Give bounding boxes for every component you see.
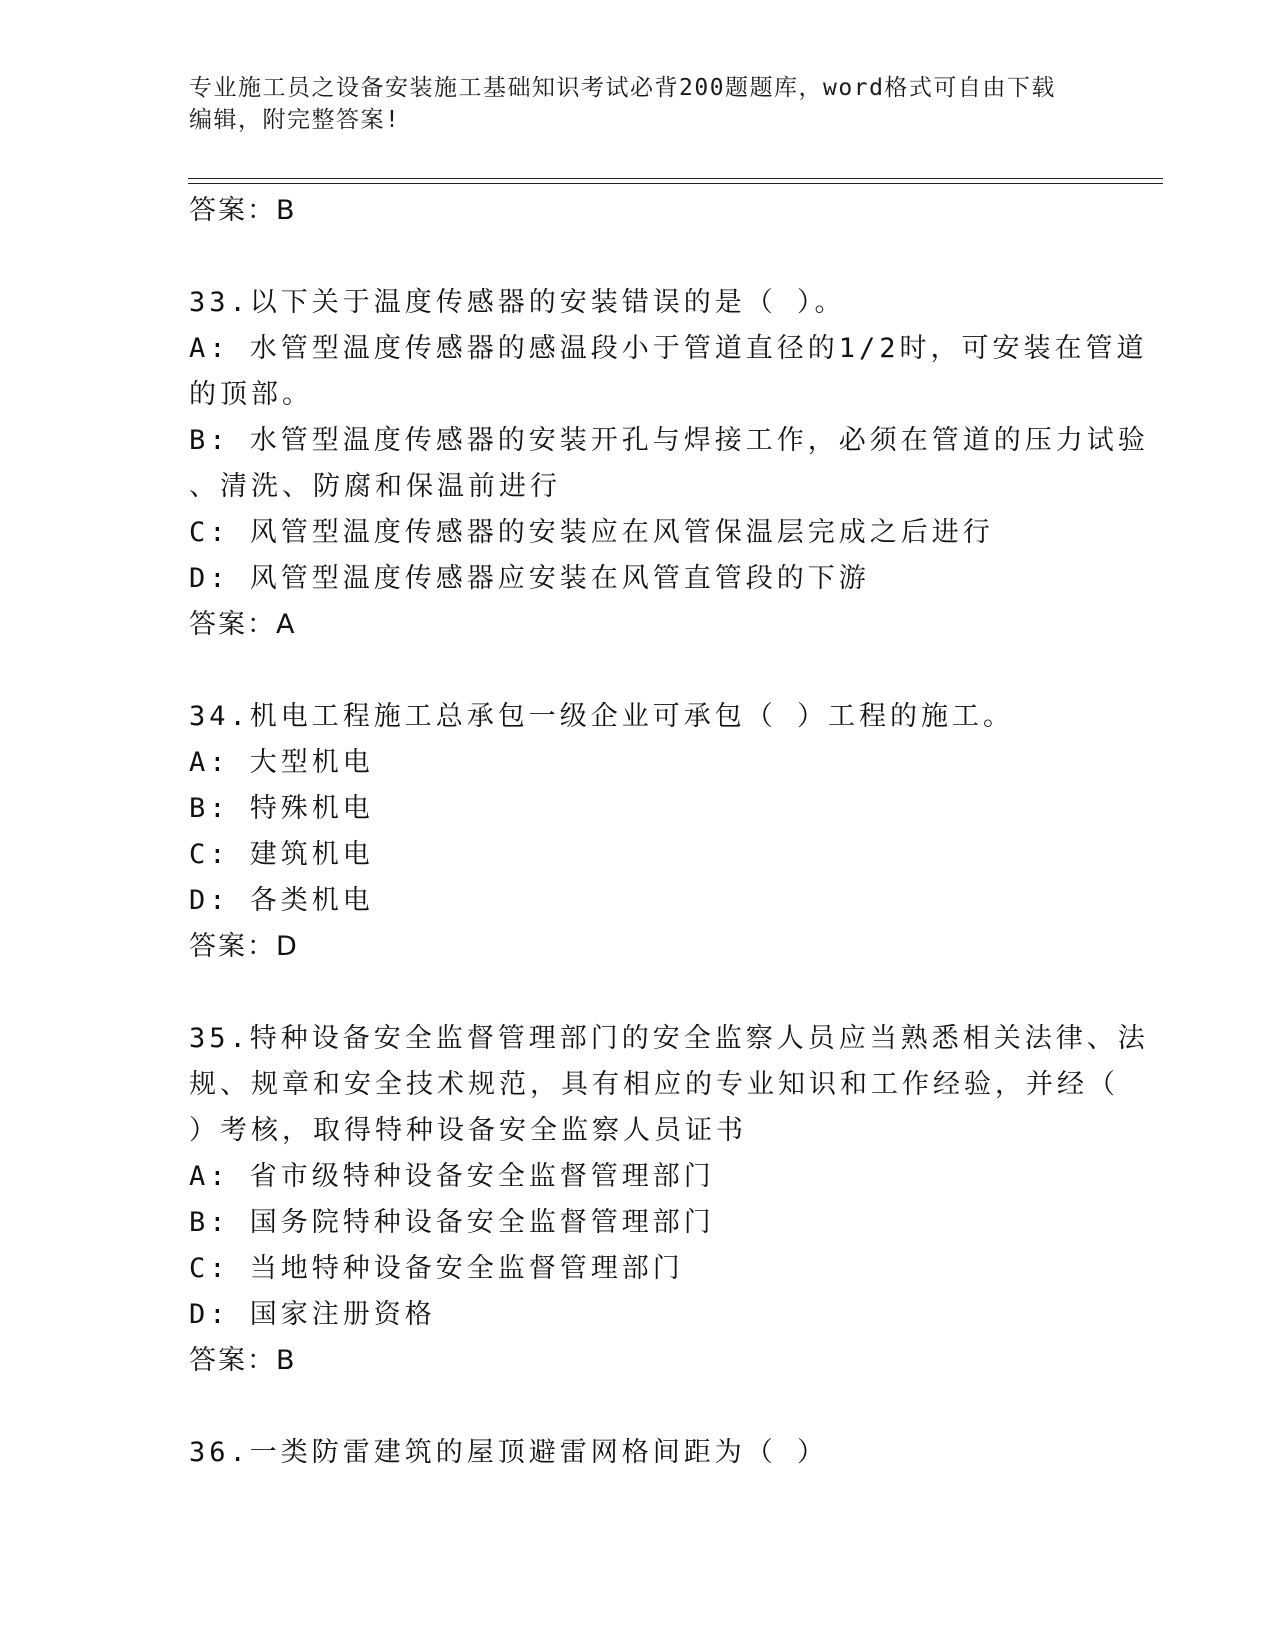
- option-line: C: 建筑机电: [189, 839, 374, 870]
- question-stem-line: 33.以下关于温度传感器的安装错误的是（ ）。: [189, 287, 846, 318]
- header-rule-top: [188, 178, 1163, 179]
- answer-line: 答案：A: [189, 609, 297, 640]
- document-header: [189, 72, 1069, 136]
- option-line: 、清洗、防腐和保温前进行: [189, 471, 561, 502]
- question-block: [189, 1016, 1149, 1384]
- option-line: D: 风管型温度传感器应安装在风管直管段的下游: [189, 563, 870, 594]
- question-block: [189, 280, 1149, 648]
- question-stem-line: ）考核，取得特种设备安全监察人员证书: [189, 1115, 747, 1146]
- answer-line: 答案：B: [189, 195, 297, 226]
- question-spacer: [189, 1384, 1089, 1430]
- question-block: [189, 1430, 1089, 1476]
- question-stem-line: 36.一类防雷建筑的屋顶避雷网格间距为（ ）: [189, 1437, 829, 1468]
- question-spacer: [189, 234, 1089, 280]
- option-line: B: 水管型温度传感器的安装开孔与焊接工作，必须在管道的压力试验: [189, 425, 1149, 456]
- header-line-1: 专业施工员之设备安装施工基础知识考试必背200题题库，word格式可自由下载: [189, 75, 1056, 101]
- question-list: [189, 234, 1149, 1476]
- question-stem-line: 规、规章和安全技术规范，具有相应的专业知识和工作经验，并经（: [189, 1069, 1119, 1100]
- question-block: [189, 694, 1089, 970]
- answer-line: 答案：D: [189, 931, 299, 962]
- option-line: A: 水管型温度传感器的感温段小于管道直径的1/2时，可安装在管道: [189, 333, 1148, 364]
- question-stem-line: 35.特种设备安全监督管理部门的安全监察人员应当熟悉相关法律、法: [189, 1023, 1149, 1054]
- option-line: D: 国家注册资格: [189, 1299, 436, 1330]
- document-body: [189, 188, 1149, 1476]
- option-line: B: 特殊机电: [189, 793, 374, 824]
- header-rule-bottom: [188, 183, 1163, 184]
- answer-line: 答案：B: [189, 1345, 297, 1376]
- option-line: A: 大型机电: [189, 747, 374, 778]
- option-line: C: 风管型温度传感器的安装应在风管保温层完成之后进行: [189, 517, 994, 548]
- header-line-2: 编辑，附完整答案!: [189, 107, 401, 133]
- question-stem-line: 34.机电工程施工总承包一级企业可承包（ ）工程的施工。: [189, 701, 1015, 732]
- option-line: B: 国务院特种设备安全监督管理部门: [189, 1207, 715, 1238]
- question-spacer: [189, 648, 1089, 694]
- option-line: A: 省市级特种设备安全监督管理部门: [189, 1161, 715, 1192]
- option-line: D: 各类机电: [189, 885, 374, 916]
- question-spacer: [189, 970, 1089, 1016]
- option-line: C: 当地特种设备安全监督管理部门: [189, 1253, 684, 1284]
- option-line: 的顶部。: [189, 379, 313, 410]
